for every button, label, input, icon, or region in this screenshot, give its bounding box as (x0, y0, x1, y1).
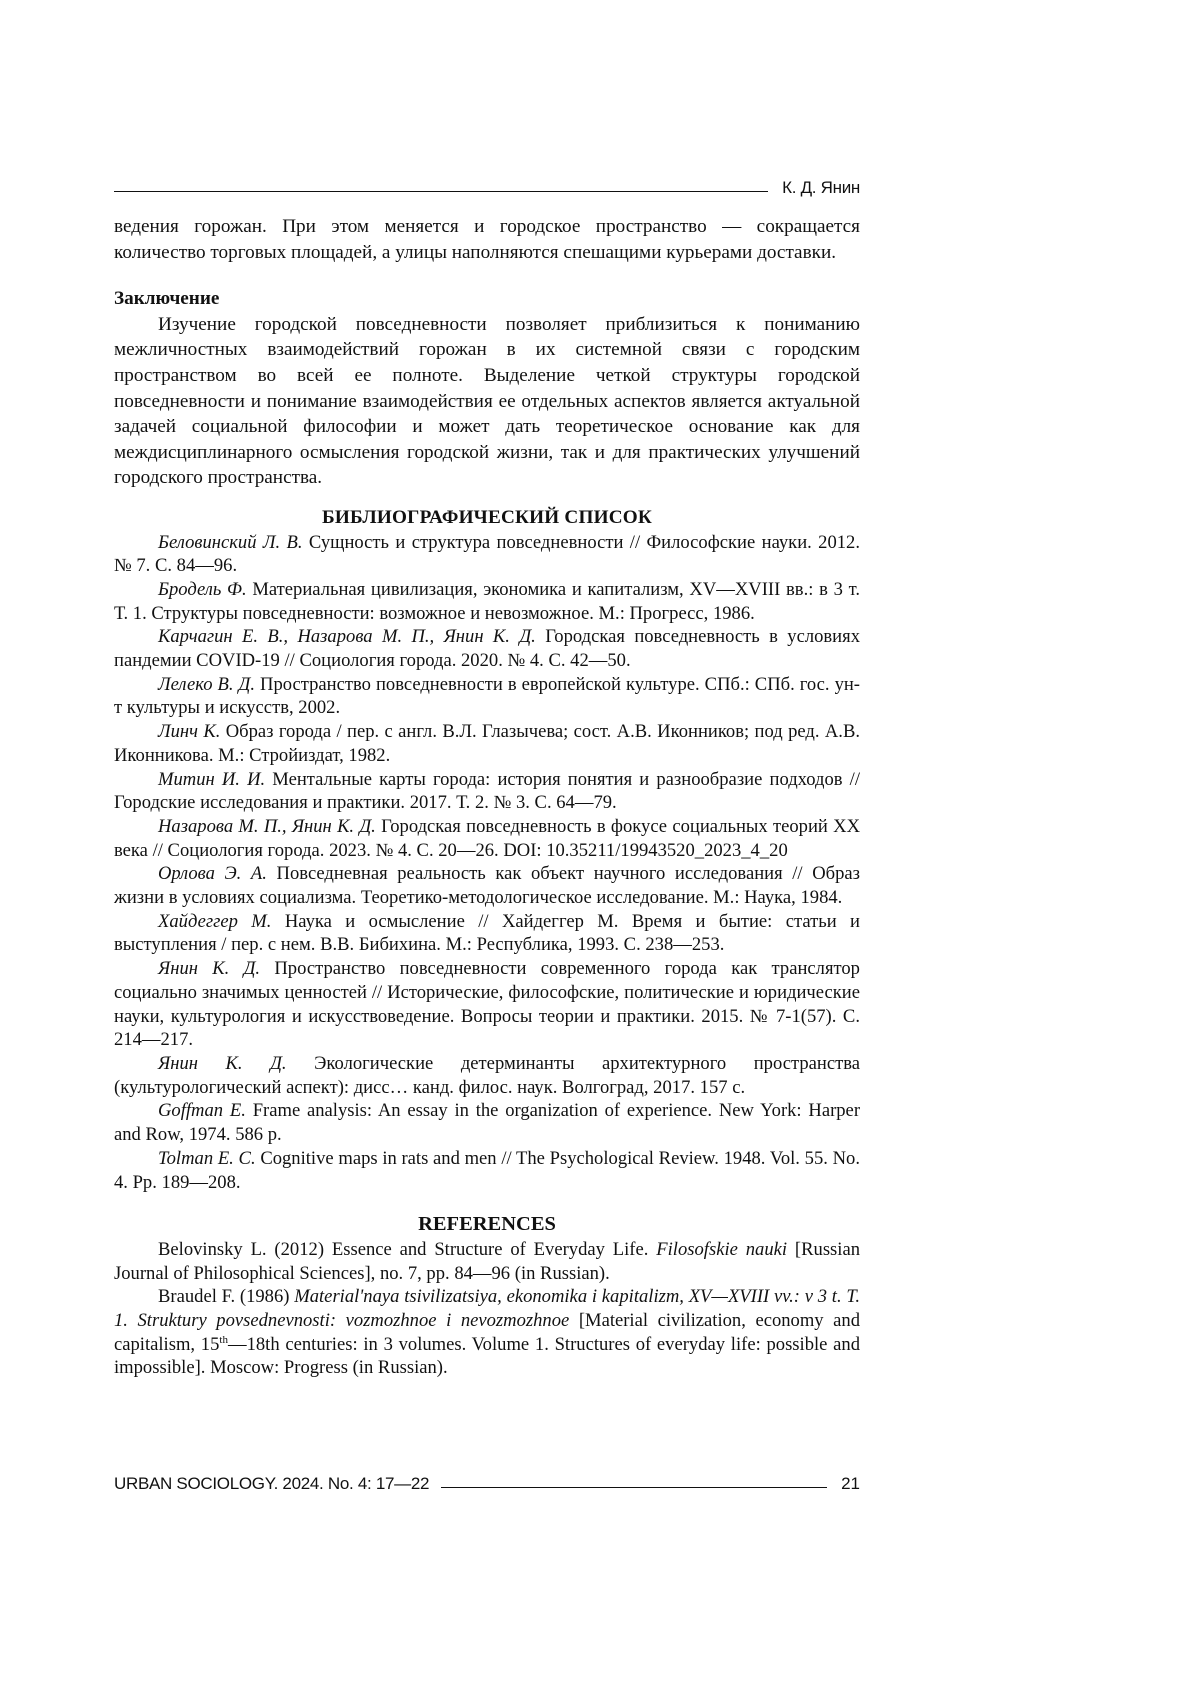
page-number: 21 (841, 1474, 860, 1493)
bibliography-entry-text: Пространство повседневности современного города как транслятор социально значимых ценностей // Исторические, философские, политические и юридические науки, культурология и искусствоведение. Вопросы теории и практики. 2015. № 7-1(57). С. 214—217. (114, 958, 860, 1051)
references-list (114, 1238, 860, 1380)
bibliography-entry-author: Орлова Э. А. (158, 863, 267, 885)
bibliography-list (114, 531, 860, 1195)
reference-rest: [Material civilization, economy and capitalism, 15 (114, 1309, 861, 1355)
reference-rest: [Russian Journal of Philosophical Sciences], no. 7, pp. 84—96 (in Russian). (114, 1238, 860, 1284)
reference-entry (114, 1285, 860, 1380)
bibliography-entry (114, 531, 860, 578)
bibliography-entry (114, 1099, 860, 1146)
bibliography-entry (114, 862, 860, 909)
bibliography-entry-text: Сущность и структура повседневности // Философские науки. 2012. № 7. С. 84—96. (114, 531, 861, 577)
bibliography-entry-author: Tolman E. C. (158, 1147, 256, 1169)
bibliography-entry (114, 1052, 860, 1099)
reference-rest: —18th centuries: in 3 volumes. Volume 1. Structures of everyday life: possible and impossible]. Moscow: Progress (in Russian). (114, 1333, 861, 1379)
bibliography-entry (114, 673, 860, 720)
bibliography-entry-author: Назарова М. П., Янин К. Д. (158, 815, 376, 837)
header-rule (114, 191, 768, 192)
references-title: REFERENCES (418, 1213, 556, 1236)
bibliography-entry (114, 578, 860, 625)
bibliography-entry-author: Карчагин Е. В., Назарова М. П., Янин К. Д. (158, 626, 536, 648)
bibliography-entry-text: Frame analysis: An essay in the organization of experience. New York: Harper and Row, 1974. 586 p. (114, 1100, 861, 1146)
bibliography-entry-author: Бродель Ф. (158, 578, 247, 600)
bibliography-entry (114, 720, 860, 767)
continuation-paragraph: ведения горожан. При этом меняется и городское пространство — сокращается количество торговых площадей, а улицы наполняются спешащими курьерами доставки. (114, 216, 860, 263)
reference-journal: Filosofskie nauki (656, 1238, 788, 1260)
bibliography-entry-text: Городская повседневность в фокусе социальных теорий XX века // Социология города. 2023. № 4. С. 20—26. DOI: 10.35211/19943520_2023_4_20 (114, 815, 860, 861)
running-footer (114, 1468, 860, 1494)
reference-entry (114, 1238, 860, 1285)
bibliography-entry-author: Янин К. Д. (158, 958, 261, 980)
footer-rule (441, 1487, 827, 1488)
bibliography-entry (114, 625, 860, 672)
bibliography-entry-text: Экологические детерминанты архитектурного пространства (культурологический аспект): дисс… канд. филос. наук. Волгоград, 2017. 157 с. (114, 1053, 860, 1098)
bibliography-entry-author: Хайдеггер М. (158, 910, 272, 932)
bibliography-entry (114, 1147, 860, 1194)
reference-superscript: th (219, 1333, 228, 1346)
header-author: К. Д. Янин (782, 178, 860, 197)
bibliography-entry-text: Образ города / пер. с англ. В.Л. Глазычева; сост. А.В. Иконников; под ред. А.В. Иконникова. М.: Стройиздат, 1982. (114, 721, 860, 766)
bibliography-entry-text: Повседневная реальность как объект научного исследования // Образ жизни в условиях социализма. Теоретико-методологическое исследование. М.: Наука, 1984. (114, 863, 860, 909)
bibliography-entry-author: Митин И. И. (158, 768, 266, 790)
conclusion-heading: Заключение (114, 288, 220, 310)
bibliography-entry-author: Линч К. (158, 721, 221, 743)
bibliography-title: БИБЛИОГРАФИЧЕСКИЙ СПИСОК (322, 506, 652, 528)
bibliography-entry-text: Пространство повседневности в европейской культуре. СПб.: СПб. гос. ун-т культуры и искусств, 2002. (114, 673, 861, 719)
bibliography-entry-text: Материальная цивилизация, экономика и капитализм, XV—XVIII вв.: в 3 т. Т. 1. Структуры повседневности: возможное и невозможное. М.: Прогресс, 1986. (114, 578, 860, 624)
page-content (114, 214, 860, 1380)
bibliography-entry-author: Янин К. Д. (158, 1053, 287, 1074)
bibliography-entry-author: Goffman E. (158, 1100, 246, 1122)
reference-lead: Braudel F. (1986) (158, 1286, 290, 1308)
bibliography-entry (114, 957, 860, 1052)
bibliography-entry-text: Cognitive maps in rats and men // The Psychological Review. 1948. Vol. 55. No. 4. Pp. 189—208. (114, 1147, 860, 1193)
bibliography-entry-text: Городская повседневность в условиях пандемии COVID-19 // Социология города. 2020. № 4. С. 42—50. (114, 626, 860, 672)
bibliography-entry (114, 768, 860, 815)
footer-journal: URBAN SOCIOLOGY. 2024. No. 4: 17—22 (114, 1474, 430, 1493)
bibliography-entry (114, 815, 860, 862)
bibliography-entry-author: Беловинский Л. В. (158, 531, 303, 553)
bibliography-entry-text: Ментальные карты города: история понятия и разнообразие подходов // Городские исследования и практики. 2017. Т. 2. № 3. С. 64—79. (114, 768, 861, 814)
bibliography-entry-author: Лелеко В. Д. (158, 673, 255, 695)
reference-lead: Belovinsky L. (2012) Essence and Structure of Everyday Life. (158, 1238, 649, 1260)
reference-title: Material'naya tsivilizatsiya, ekonomika i kapitalizm, XV—XVIII vv.: v 3 t. T. 1. Struktury povsednevnosti: vozmozhnoe i nevozmozhnoe (114, 1286, 860, 1331)
running-header (114, 172, 860, 198)
bibliography-entry-text: Наука и осмысление // Хайдеггер М. Время и бытие: статьи и выступления / пер. с нем. В.В. Бибихина. М.: Республика, 1993. С. 238—253. (114, 910, 860, 956)
conclusion-paragraph: Изучение городской повседневности позволяет приблизиться к пониманию межличностных взаимодействий горожан в их системной связи с городским пространством во всей ее полноте. Выделение четкой структуры городской повседневности и понимание взаимодействия ее отдельных аспектов является актуальной задачей социальной философии и может дать теоретическое основание как для междисциплинарного осмысления городской жизни, так и для практических улучшений городского пространства. (114, 313, 860, 489)
bibliography-entry (114, 910, 860, 957)
